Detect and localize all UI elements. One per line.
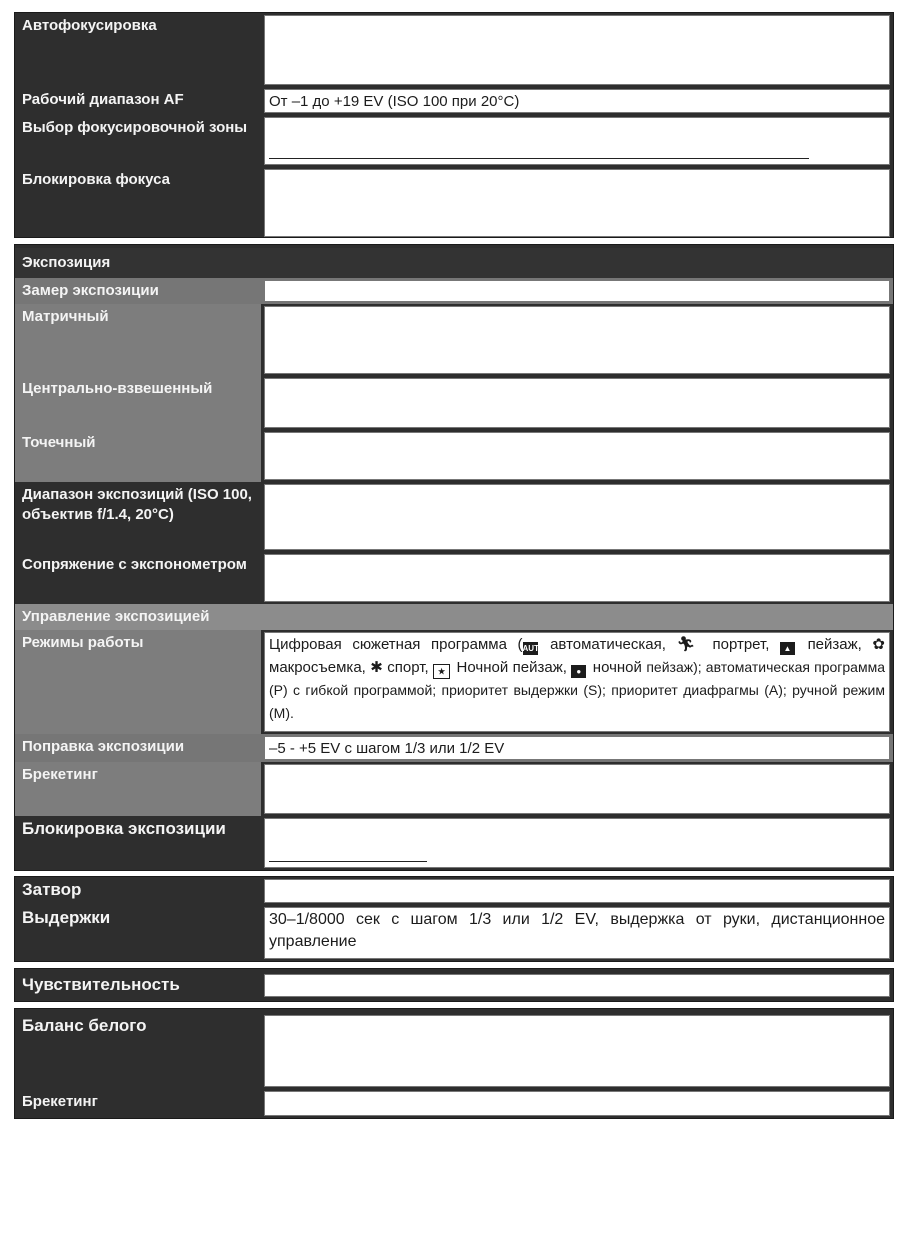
- shutter-speeds-value: 30–1/8000 сек с шагом 1/3 или 1/2 EV, выдержка от руки, дистанционное управление: [264, 907, 890, 959]
- exposure-range-label: Диапазон экспозиций (ISO 100, объектив f/1.4, 20°C): [22, 486, 252, 523]
- modes-text-4: пейзаж,: [807, 636, 862, 653]
- sensitivity-label: Чувствительность: [22, 975, 180, 994]
- af-range-label: Рабочий диапазон AF: [22, 91, 184, 108]
- af-range-row: [15, 87, 893, 115]
- night-landscape-icon: ★: [433, 664, 450, 679]
- wb-bracketing-value: [264, 1091, 890, 1116]
- modes-text-8: ночной: [592, 659, 642, 676]
- coupling-value: [264, 554, 890, 602]
- modes-text-2: автоматическая,: [550, 636, 666, 653]
- sport-icon: ✱: [370, 659, 383, 676]
- sensitivity-row: [15, 969, 893, 1001]
- exposure-comp-text-b: 1/3 или 1/2 EV: [404, 740, 505, 757]
- sensitivity-block: [14, 968, 894, 1002]
- shutter-value: [264, 879, 890, 903]
- metering-row: [15, 278, 893, 304]
- autofocus-value: [264, 15, 890, 85]
- exposure-range-row: [15, 482, 893, 552]
- center-weighted-value: [264, 378, 890, 428]
- ae-lock-label: Блокировка экспозиции: [22, 819, 226, 838]
- af-lock-row: [15, 167, 893, 239]
- autofocus-row: [15, 13, 893, 87]
- exposure-control-title: Управление экспозицией: [15, 604, 893, 630]
- exposure-section-title: Экспозиция: [15, 248, 893, 278]
- modes-text-7: Ночной пейзаж,: [456, 659, 567, 676]
- spot-value: [264, 432, 890, 480]
- ae-lock-underline: [269, 861, 427, 862]
- af-area-label: Выбор фокусировочной зоны: [22, 119, 248, 136]
- af-lock-value: [264, 169, 890, 237]
- shutter-speeds-row: [15, 905, 893, 961]
- macro-icon: ✿: [872, 636, 885, 653]
- portrait-icon: 🏃︎: [676, 636, 702, 653]
- exposure-comp-value: [264, 736, 890, 760]
- modes-text-5: макросъемка,: [269, 659, 366, 676]
- af-area-row: [15, 115, 893, 167]
- center-weighted-label: Центрально-взвешенный: [15, 376, 261, 430]
- matrix-value: [264, 306, 890, 374]
- exposure-block: [14, 244, 894, 871]
- white-balance-block: [14, 1008, 894, 1119]
- modes-text-6: спорт,: [387, 659, 429, 676]
- center-row: [15, 376, 893, 430]
- ae-lock-row: [15, 816, 893, 870]
- night-portrait-icon: ●: [571, 665, 586, 678]
- modes-text-1: Цифровая сюжетная программа (: [269, 636, 523, 653]
- coupling-label: Сопряжение с экспонометром: [22, 556, 247, 573]
- autofocus-block: [14, 12, 894, 238]
- spot-row: [15, 430, 893, 482]
- spot-label: Точечный: [15, 430, 261, 482]
- af-area-value: [264, 117, 890, 165]
- landscape-icon: ▲: [780, 642, 795, 655]
- coupling-row: [15, 552, 893, 604]
- af-range-value: От –1 до +19 EV (ISO 100 при 20°C): [264, 89, 890, 113]
- metering-label: Замер экспозиции: [22, 282, 159, 299]
- exposure-comp-text-a: –5 - +5 EV с шагом: [269, 740, 401, 757]
- af-area-underline: [269, 158, 809, 159]
- autofocus-label: Автофокусировка: [22, 17, 157, 34]
- modes-text-3: портрет,: [712, 636, 770, 653]
- shutter-block: [14, 876, 894, 962]
- af-lock-label: Блокировка фокуса: [22, 171, 171, 188]
- bracketing-value: [264, 764, 890, 814]
- metering-value: [264, 280, 890, 302]
- matrix-label: Матричный: [15, 304, 261, 376]
- exposure-comp-label: Поправка экспозиции: [22, 738, 185, 755]
- bracketing-row: [15, 762, 893, 816]
- wb-bracketing-label: Брекетинг: [22, 1093, 98, 1110]
- ae-lock-value: [264, 818, 890, 868]
- wb-bracketing-row: [15, 1089, 893, 1118]
- bracketing-label: Брекетинг: [15, 762, 261, 816]
- auto-camera-icon: AUTO: [522, 644, 546, 653]
- sensitivity-value: [264, 974, 890, 997]
- modes-text-9: пейзаж); автоматическая программа (P) с гибкой программой; приоритет выдержки (S); приоритет диафрагмы (A); ручной режим (M).: [269, 659, 886, 721]
- wb-value: [264, 1015, 890, 1087]
- shutter-speeds-label: Выдержки: [22, 908, 111, 927]
- wb-label: Баланс белого: [22, 1016, 147, 1035]
- modes-row: [15, 630, 893, 734]
- exposure-range-value: [264, 484, 890, 550]
- comp-row: [15, 734, 893, 762]
- shutter-label: Затвор: [22, 880, 82, 899]
- modes-label: Режимы работы: [15, 630, 261, 734]
- matrix-row: [15, 304, 893, 376]
- shutter-title-row: [15, 877, 893, 905]
- wb-row: [15, 1009, 893, 1089]
- modes-value: [264, 632, 890, 732]
